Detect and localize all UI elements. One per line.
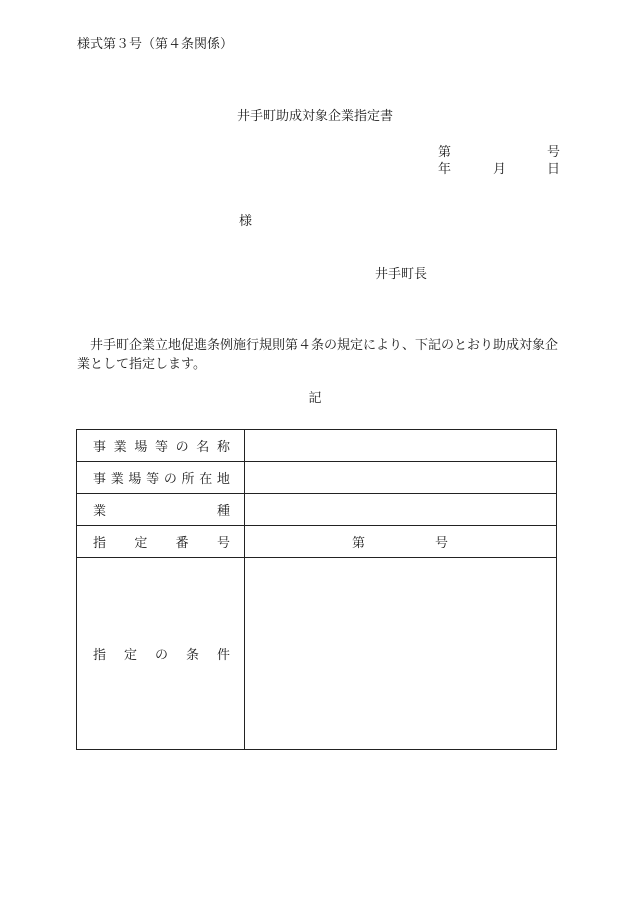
label-char: 等 — [146, 472, 160, 487]
label-char: 場 — [134, 440, 148, 455]
label-char: 業 — [113, 440, 127, 455]
designation-number-suffix: 号 — [434, 536, 448, 551]
issue-date-day: 日 — [547, 162, 561, 177]
ki-heading: 記 — [308, 391, 322, 406]
label-char: 業 — [110, 472, 124, 487]
value-business-name[interactable] — [245, 430, 557, 462]
table-row-business-address — [77, 462, 557, 494]
label-char: 事 — [93, 440, 107, 455]
form-number: 様式第３号（第４条関係） — [77, 37, 234, 52]
label-char: 場 — [128, 472, 142, 487]
body-text: 井手町企業立地促進条例施行規則第４条の規定により、下記のとおり助成対象企業として指定します。 — [77, 338, 559, 372]
label-conditions — [77, 558, 245, 750]
label-char: 種 — [216, 504, 230, 519]
table-row-business-name — [77, 430, 557, 462]
label-char: 条 — [185, 648, 199, 663]
label-char: 称 — [216, 440, 230, 455]
table-row-designation-number — [77, 526, 557, 558]
issue-date-year: 年 — [438, 162, 452, 177]
value-conditions[interactable] — [245, 558, 557, 750]
label-char: 件 — [216, 648, 230, 663]
value-designation-number[interactable] — [245, 526, 557, 558]
label-char: 在 — [199, 472, 213, 487]
table-row-industry — [77, 494, 557, 526]
label-char: 定 — [123, 648, 137, 663]
issue-number-prefix: 第 — [438, 145, 452, 160]
label-char: 所 — [181, 472, 195, 487]
label-char: 番 — [175, 536, 189, 551]
label-char: 号 — [216, 536, 230, 551]
value-business-address[interactable] — [245, 462, 557, 494]
label-char: の — [163, 472, 177, 487]
label-business-name — [77, 430, 245, 462]
label-business-address — [77, 462, 245, 494]
label-char: の — [175, 440, 189, 455]
label-char: 指 — [93, 536, 107, 551]
label-char: の — [154, 648, 168, 663]
label-char: 業 — [93, 504, 107, 519]
value-industry[interactable] — [245, 494, 557, 526]
issue-date-month: 月 — [493, 162, 507, 177]
label-char: 名 — [196, 440, 210, 455]
document-title: 井手町助成対象企業指定書 — [236, 109, 393, 124]
label-char: 等 — [154, 440, 168, 455]
issue-number-suffix: 号 — [547, 145, 561, 160]
label-designation-number — [77, 526, 245, 558]
table-row-conditions — [77, 558, 557, 750]
label-char: 指 — [93, 648, 107, 663]
label-char: 定 — [134, 536, 148, 551]
designation-number-prefix: 第 — [352, 536, 366, 551]
designation-table — [76, 429, 557, 750]
label-industry — [77, 494, 245, 526]
issuer-name: 井手町長 — [375, 267, 428, 282]
label-char: 地 — [216, 472, 230, 487]
addressee-honorific: 様 — [239, 214, 253, 229]
label-char: 事 — [93, 472, 107, 487]
